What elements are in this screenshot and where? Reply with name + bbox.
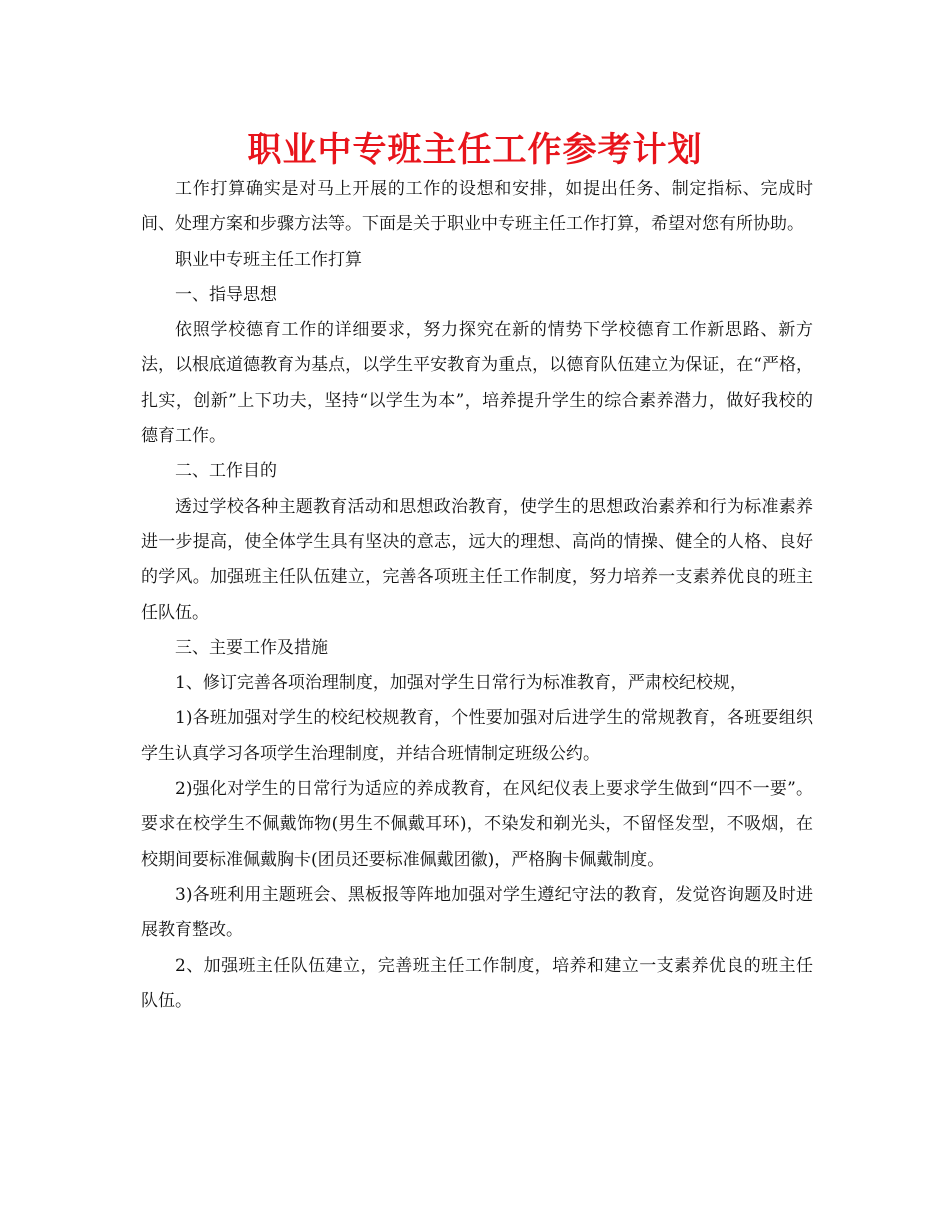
paragraph-item-1-2: 2)强化对学生的日常行为适应的养成教育，在风纪仪表上要求学生做到“四不一要”。要求在校学生不佩戴饰物(男生不佩戴耳环)，不染发和剃光头，不留怪发型，不吸烟，在校期间要标准佩戴胸卡(团员还要标准佩戴团徽)，严格胸卡佩戴制度。 bbox=[141, 779, 813, 870]
paragraph-item-1-1: 1)各班加强对学生的校纪校规教育，个性要加强对后进学生的常规教育，各班要组织学生认真学习各项学生治理制度，并结合班情制定班级公约。 bbox=[141, 708, 813, 764]
paragraph-guiding-idea: 依照学校德育工作的详细要求，努力探究在新的情势下学校德育工作新思路、新方法，以根底道德教育为基点，以学生平安教育为重点，以德育队伍建立为保证，在“严格，扎实，创新”上下功夫，坚持“以学生为本”，培养提升学生的综合素养潜力，做好我校的德育工作。 bbox=[141, 320, 813, 447]
paragraph-item-1: 1、修订完善各项治理制度，加强对学生日常行为标准教育，严肃校纪校规， bbox=[175, 673, 747, 694]
heading-guiding-idea: 一、指导思想 bbox=[175, 284, 277, 305]
paragraph-work-goal: 透过学校各种主题教育活动和思想政治教育，使学生的思想政治素养和行为标准素养进一步提高，使全体学生具有坚决的意志，远大的理想、高尚的情操、健全的人格、良好的学风。加强班主任队伍建立，完善各项班主任工作制度，努力培养一支素养优良的班主任队伍。 bbox=[141, 496, 813, 623]
heading-main-work: 三、主要工作及措施 bbox=[175, 637, 328, 658]
paragraph-intro: 工作打算确实是对马上开展的工作的设想和安排，如提出任务、制定指标、完成时间、处理方案和步骤方法等。下面是关于职业中专班主任工作打算，希望对您有所协助。 bbox=[141, 179, 813, 235]
document-body bbox=[141, 172, 813, 1019]
paragraph-item-2: 2、加强班主任队伍建立，完善班主任工作制度，培养和建立一支素养优良的班主任队伍。 bbox=[141, 955, 813, 1011]
paragraph-item-1-3: 3)各班利用主题班会、黑板报等阵地加强对学生遵纪守法的教育，发觉咨询题及时进展教育整改。 bbox=[141, 884, 813, 941]
paragraph-subtitle: 职业中专班主任工作打算 bbox=[175, 249, 362, 270]
document-title: 职业中专班主任工作参考计划 bbox=[247, 130, 703, 170]
heading-work-goal: 二、工作目的 bbox=[175, 461, 277, 482]
